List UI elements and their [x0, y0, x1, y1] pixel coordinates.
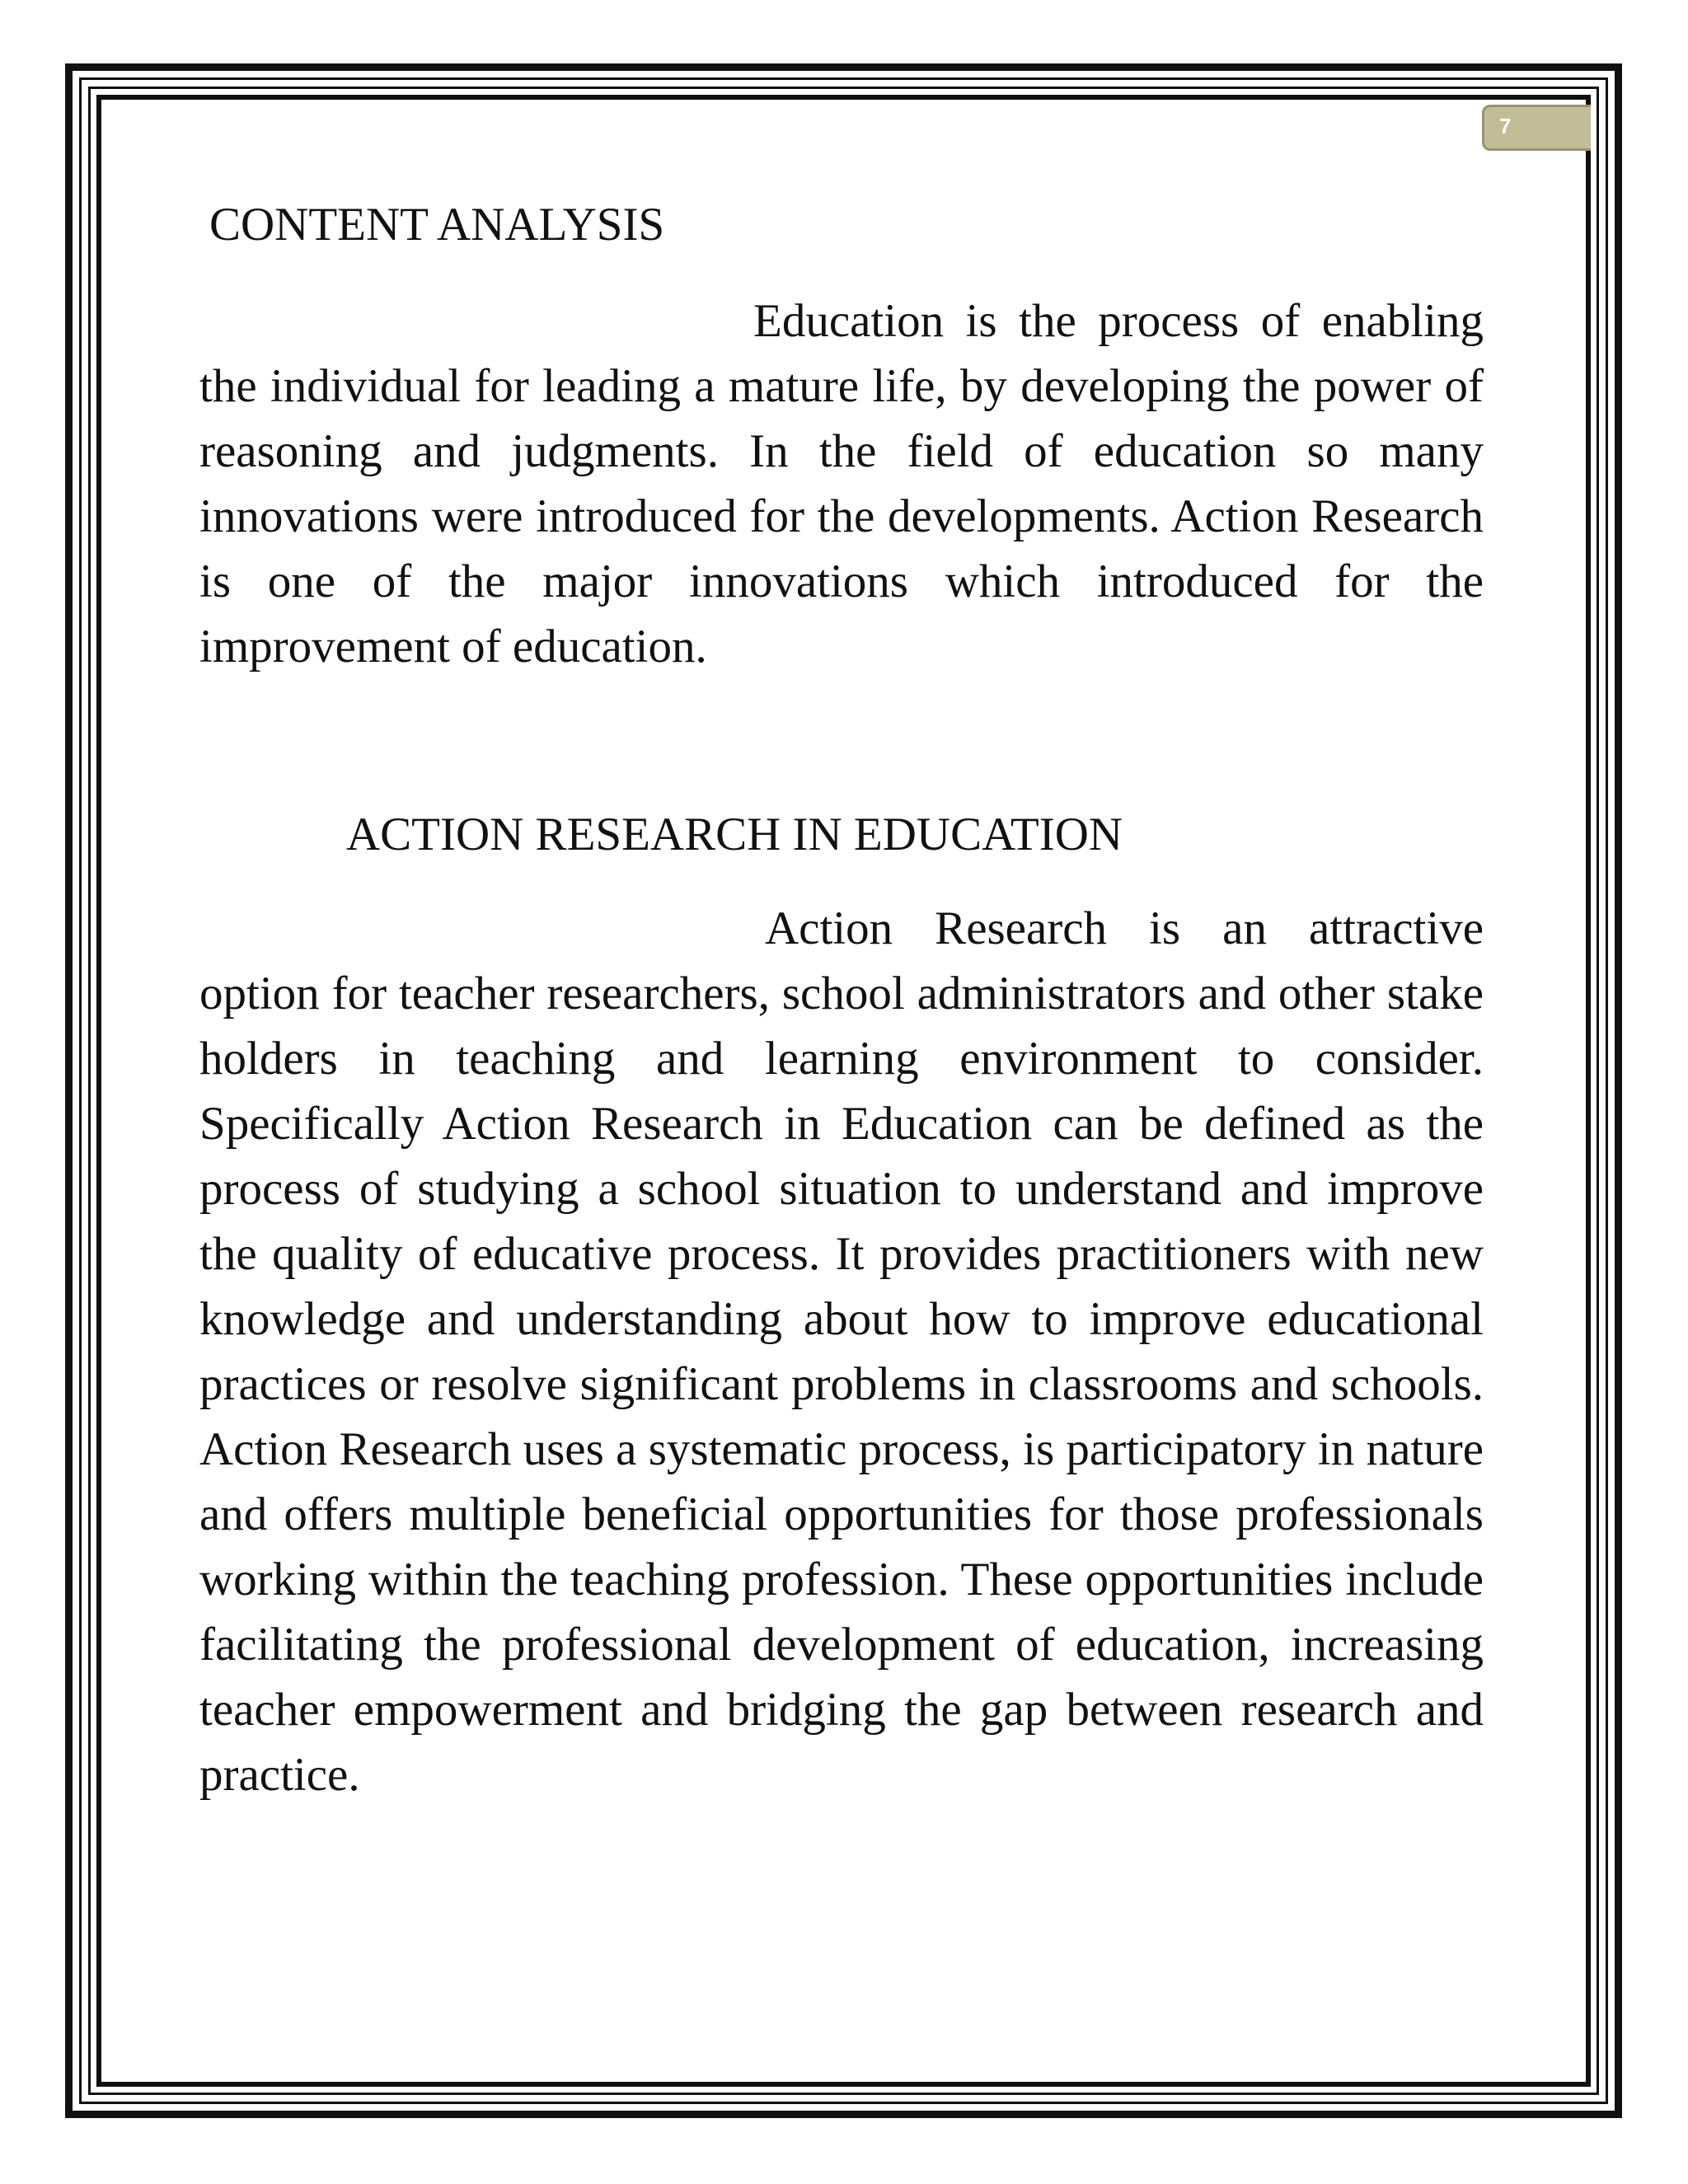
paragraph-content-analysis: Education is the process of enabling the individual for leading a mature life, by developing the power of reasoning and judgments. In the field of education so many innovations were introduced for the developments. Action Research is one of the major innovations which introduced for the improvement of education. [199, 295, 1484, 673]
page-number: 7 [1499, 114, 1512, 138]
section-heading-content-analysis: CONTENT ANALYSIS [209, 199, 665, 251]
section-heading-action-research: ACTION RESEARCH IN EDUCATION [346, 808, 1123, 860]
page-number-tab [1482, 105, 1591, 151]
paragraph-action-research: Action Research is an attractive option for teacher researchers, school administrators and other stake holders in teaching and learning environment to consider. Specifically Action Research in Education can be defined as the process of studying a school situation to understand and improve the quality of educative process. It provides practitioners with new knowledge and understanding about how to improve educational practices or resolve significant problems in classrooms and schools. Action Research uses a systematic process, is participatory in nature and offers multiple beneficial opportunities for those professionals working within the teaching profession. These opportunities include facilitating the professional development of education, increasing teacher empowerment and bridging the gap between research and practice. [199, 902, 1484, 1801]
